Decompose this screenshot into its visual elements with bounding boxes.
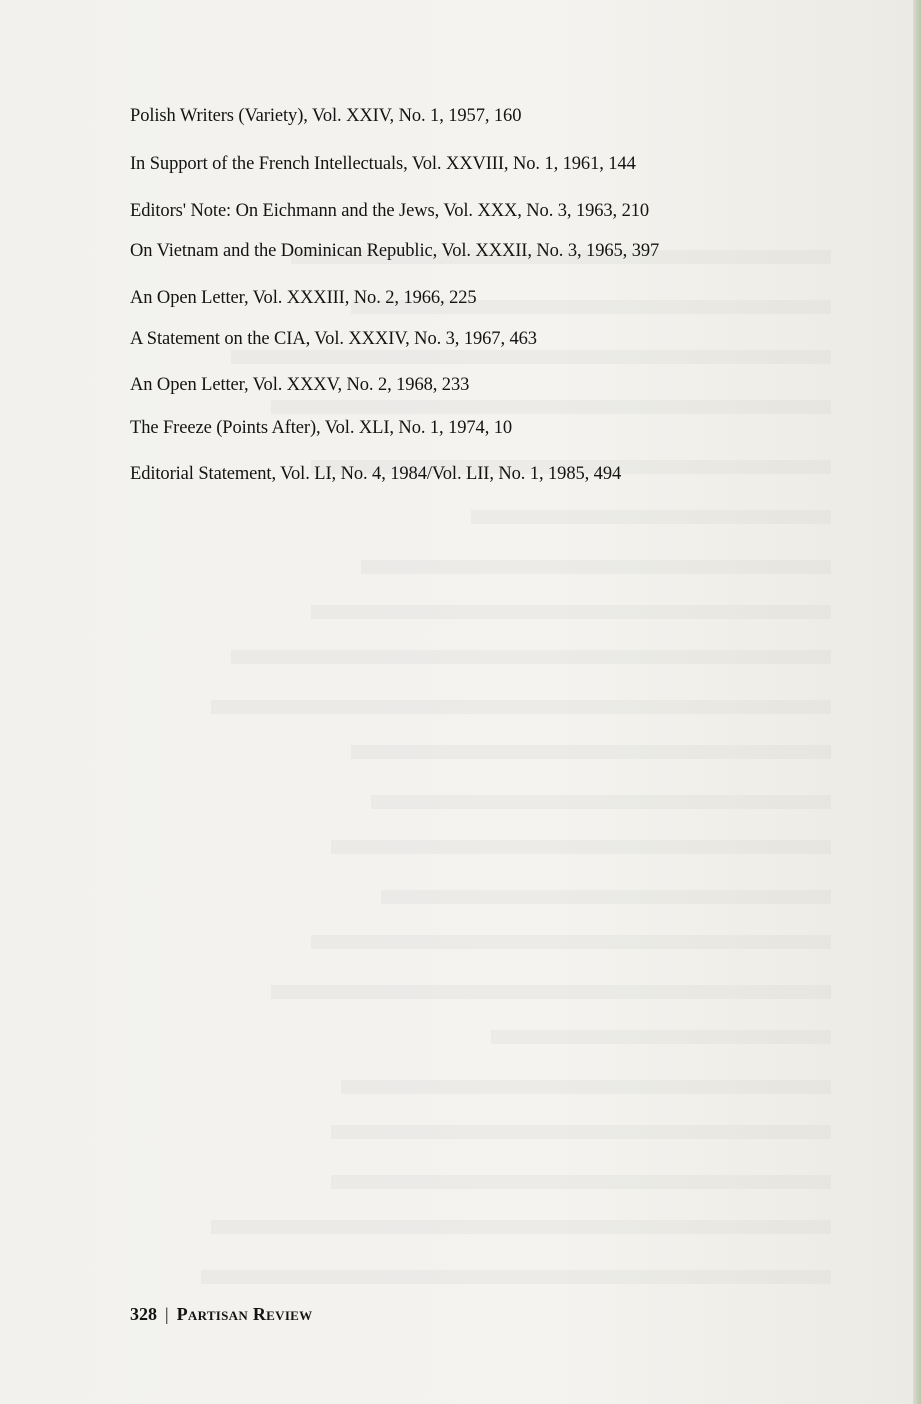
footer-separator: | (165, 1304, 169, 1324)
list-item: Editorial Statement, Vol. LI, No. 4, 1984/Vol. LII, No. 1, 1985, 494 (130, 464, 622, 484)
list-item: An Open Letter, Vol. XXXIII, No. 2, 1966, 225 (130, 288, 477, 308)
list-item: A Statement on the CIA, Vol. XXXIV, No. 3, 1967, 463 (130, 329, 537, 349)
list-item: The Freeze (Points After), Vol. XLI, No. 1, 1974, 10 (130, 418, 513, 438)
page-footer (130, 1304, 312, 1325)
list-item: Polish Writers (Variety), Vol. XXIV, No. 1, 1957, 160 (130, 106, 522, 126)
running-title: Partisan Review (176, 1304, 313, 1324)
list-item: In Support of the French Intellectuals, Vol. XXVIII, No. 1, 1961, 144 (130, 154, 636, 174)
list-item: An Open Letter, Vol. XXXV, No. 2, 1968, 233 (130, 375, 470, 395)
list-item: On Vietnam and the Dominican Republic, Vol. XXXII, No. 3, 1965, 397 (130, 241, 660, 261)
page-binding-edge (913, 0, 921, 1404)
page-number: 328 (130, 1304, 157, 1324)
list-item: Editors' Note: On Eichmann and the Jews, Vol. XXX, No. 3, 1963, 210 (130, 201, 650, 221)
